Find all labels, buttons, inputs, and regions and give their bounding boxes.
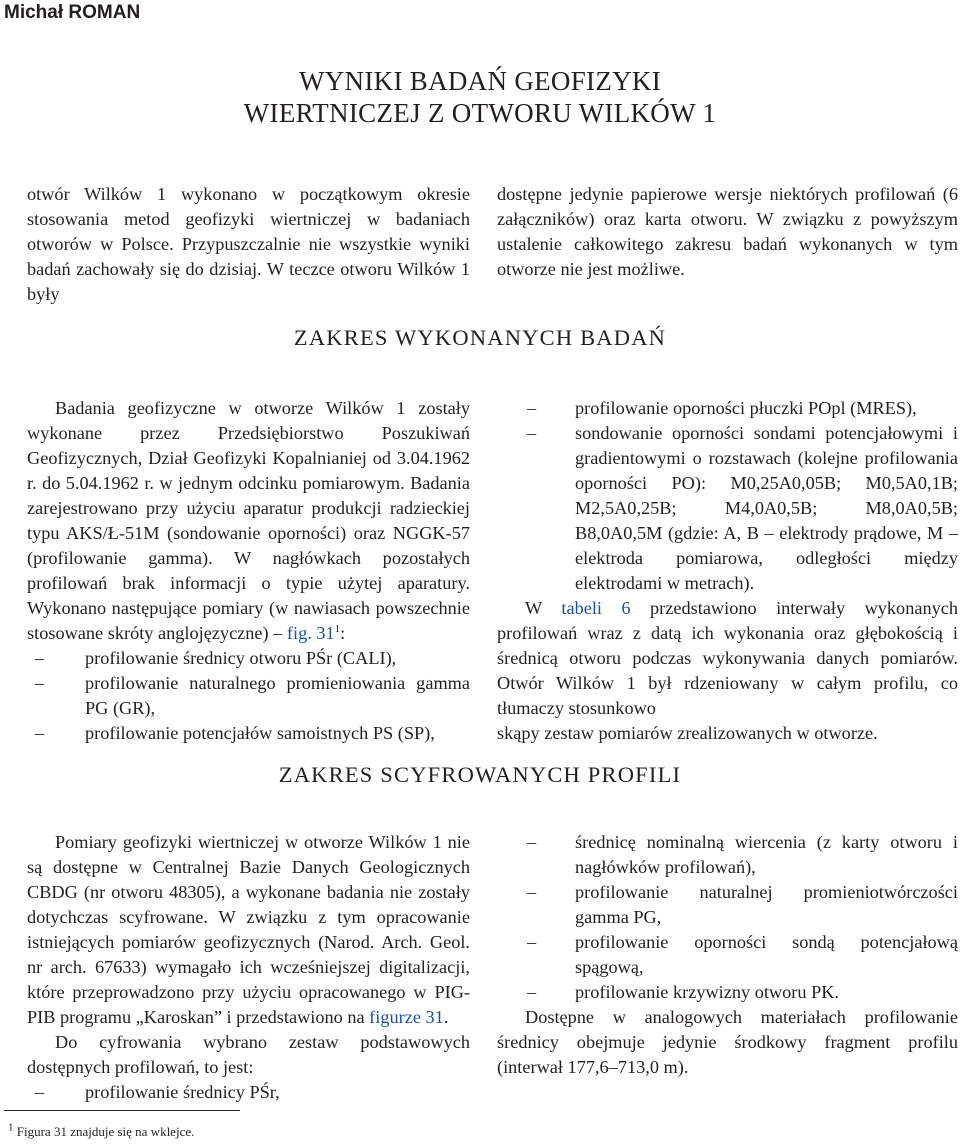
section1-right-paragraph (497, 596, 958, 721)
footnote-divider (4, 1110, 240, 1111)
section2-right-paragraph: Dostępne w analogowych materiałach profilowanie średnicy obejmuje jedynie środkowy fragment profilu (interwał 177,6–713,0 m). (497, 1007, 958, 1077)
figure-31-link[interactable]: figurze 31 (369, 1007, 444, 1027)
footnote-number: 1 (8, 1121, 14, 1134)
paragraph-end: . (443, 1007, 449, 1027)
section2-left-list (27, 1080, 470, 1105)
intro-left-paragraph: otwór Wilków 1 wykonano w początkowym okresie stosowania metod geofizyki wiertniczej w badaniach otworów w Polsce. Przypuszczalnie nie wszystkie wyniki badań zachowały się do dzisiaj. W teczce otworu Wilków 1 były (27, 184, 470, 304)
list-item: – profilowanie naturalnego promieniowania gamma PG (GR), (27, 671, 470, 721)
list-item: – profilowanie oporności płuczki POpl (MRES), (497, 396, 958, 421)
section1-paragraph-text: Badania geofizyczne w otworze Wilków 1 zostały wykonane przez Przedsiębiorstwo Poszukiwań Geofizycznych, Dział Geofizyki Kopalnianiej od 3.04.1962 r. do 5.04.1962 r. w jednym odcinku pomiarowym. Badania zarejestrowano przy użyciu aparatur produkcji radzieckiej typu AKS/Ł-51M (sondowanie oporności) oraz NGGK-57 (profilowanie gamma). W nagłówkach pozostałych profilowań brak informacji o typie użytej aparatury. Wykonano następujące pomiary (w nawiasach powszechnie stosowane skróty anglojęzyczne) – (27, 398, 470, 643)
paragraph-text: Pomiary geofizyki wiertniczej w otworze Wilków 1 nie są dostępne w Centralnej Bazie Danych Geologicznych CBDG (nr otworu 48305), a wykonane badania nie zostały dotychczas scyfrowane. W związku z tym opracowanie istniejących pomiarów geofizycznych (Narod. Arch. Geol. nr arch. 67633) wymagało ich wcześniejszej digitalizacji, które przeprowadzono przy użyciu opracowanego w PIG-PIB programu „Karoskan” i przedstawiono na (27, 832, 470, 1027)
list-item: – średnicę nominalną wiercenia (z karty otworu i nagłówków profilowań), (497, 830, 958, 880)
section-heading-zakres-scyfrowanych-profili: ZAKRES SCYFROWANYCH PROFILI (278, 762, 682, 787)
section2-paragraph-1 (27, 830, 470, 1030)
section2-right-list (497, 830, 958, 1005)
paragraph-prefix: W (525, 598, 562, 618)
section2-left-column (27, 830, 470, 1105)
list-item: – profilowanie średnicy otworu PŚr (CALI), (27, 646, 470, 671)
table-6-link[interactable]: tabeli 6 (561, 598, 631, 618)
list-item: – profilowanie krzywizny otworu PK. (497, 980, 958, 1005)
section1-right-list (497, 396, 958, 596)
list-item: – sondowanie oporności sondami potencjałowymi i gradientowymi o rozstawach (kolejne profilowania oporności PO): M0,25A0,05B; M0,5A0,1B; M2,5A0,25B; M4,0A0,5B; M8,0A0,5B; B8,0A0,5M (gdzie: A, B – elektrody prądowe, M – elektroda pomiarowa, odległości między elektrodami w metrach). (497, 421, 958, 596)
section1-left-column (27, 396, 470, 746)
footnote-marker[interactable]: 1 (334, 622, 341, 635)
article-title-line-2: WIERTNICZEJ Z OTWORU WILKÓW 1 (243, 98, 717, 128)
section1-right-column (497, 396, 958, 746)
author-name: Michał ROMAN (4, 2, 141, 23)
list-item: – profilowanie naturalnej promieniotwórczości gamma PG, (497, 880, 958, 930)
section2-paragraph-2: Do cyfrowania wybrano zestaw podstawowych dostępnych profilowań, to jest: (27, 1032, 470, 1077)
list-item: – profilowanie średnicy PŚr, (27, 1080, 470, 1105)
intro-right-column (497, 182, 958, 282)
footnote-text: Figura 31 znajduje się na wklejce. (16, 1124, 195, 1139)
fig-31-link[interactable]: fig. 31 (286, 623, 335, 643)
article-title-line-1: WYNIKI BADAŃ GEOFIZYKI (298, 66, 662, 96)
list-item: – profilowanie potencjałów samoistnych PS (SP), (27, 721, 470, 746)
section2-right-column (497, 830, 958, 1080)
intro-right-paragraph: dostępne jedynie papierowe wersje niektórych profilowań (6 załączników) oraz karta otworu. W związku z powyższym ustalenie całkowitego zakresu badań wykonanych w tym otworze nie jest możliwe. (497, 184, 958, 279)
section1-right-paragraph-end: skąpy zestaw pomiarów zrealizowanych w otworze. (497, 723, 878, 743)
section-heading-zakres-wykonanych-badan: ZAKRES WYKONANYCH BADAŃ (293, 325, 667, 350)
section1-paragraph-end: : (340, 623, 346, 643)
section1-paragraph (27, 396, 470, 646)
section1-left-list (27, 646, 470, 746)
footnote (8, 1121, 195, 1140)
list-item: – profilowanie oporności sondą potencjałową spągową, (497, 930, 958, 980)
intro-left-column (27, 182, 470, 307)
paragraph-text: przedstawiono interwały wykonanych profilowań wraz z datą ich wykonania oraz głębokością i średnicą otworu podczas wykonywania danych pomiarów. Otwór Wilków 1 był rdzeniowany w całym profilu, co tłumaczy stosunkowo (497, 598, 958, 718)
